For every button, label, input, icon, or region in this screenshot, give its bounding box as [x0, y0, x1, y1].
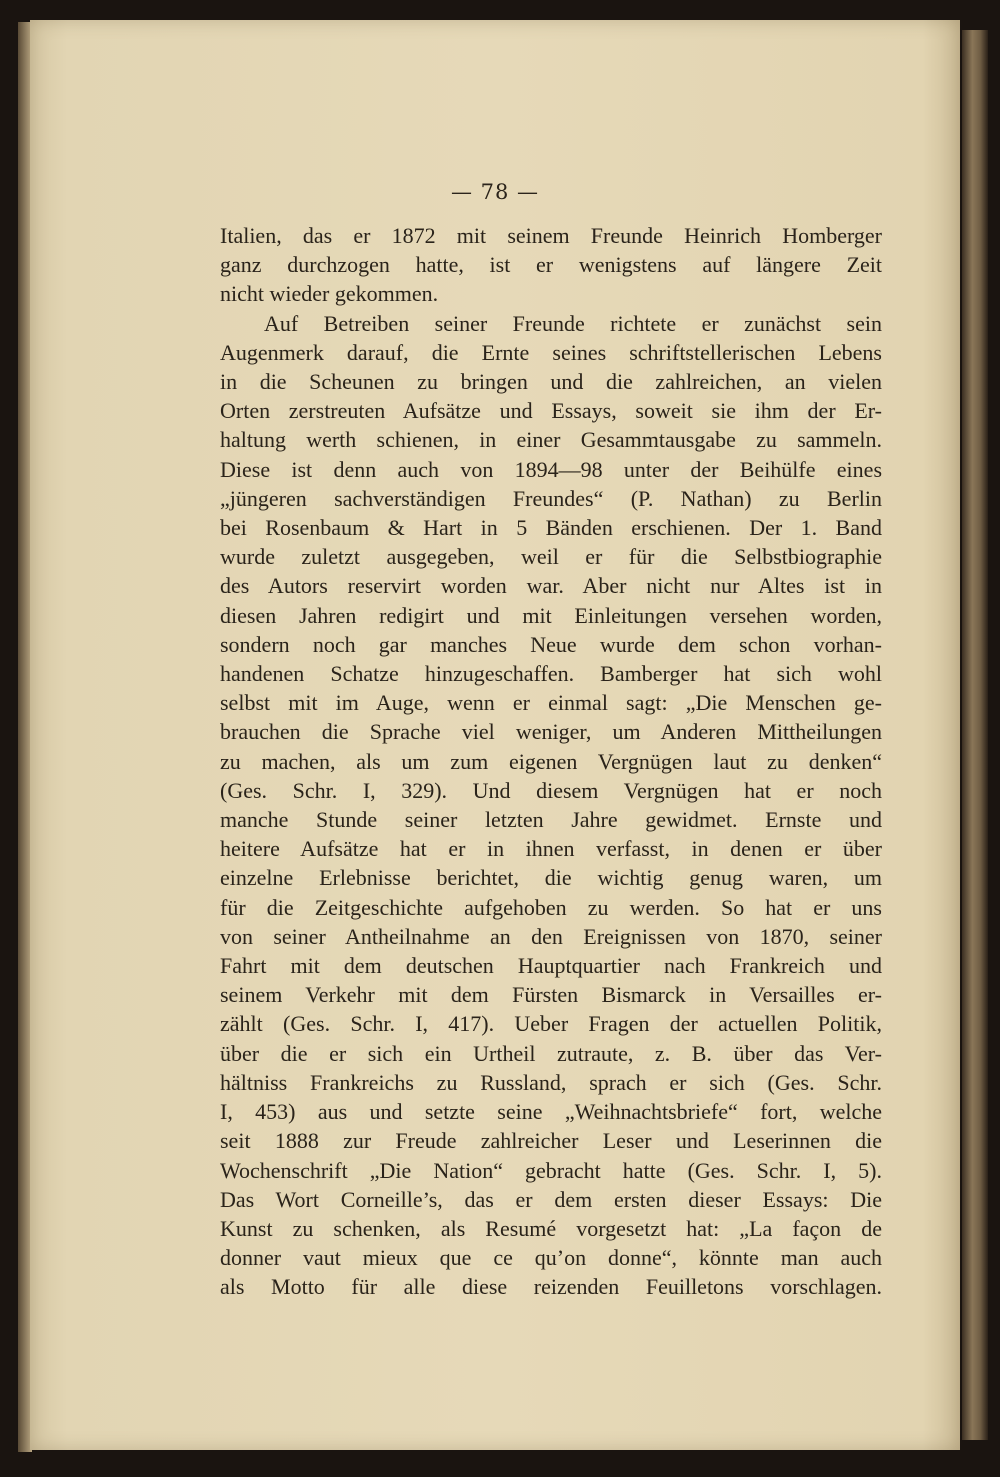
text-line: heitere Aufsätze hat er in ihnen verfasst, in denen er über	[220, 836, 882, 862]
text-line: Italien, das er 1872 mit seinem Freunde Heinrich Homberger	[220, 223, 882, 248]
text-line: Augenmerk darauf, die Ernte seines schriftstellerischen Lebens	[220, 339, 882, 365]
text-line: manche Stunde seiner letzten Jahre gewidmet. Ernste und	[220, 807, 882, 833]
text-line: bei Rosenbaum & Hart in 5 Bänden erschienen. Der 1. Band	[220, 515, 882, 541]
text-line: von seiner Antheilnahme an den Ereignissen von 1870, seiner	[220, 923, 882, 949]
next-page-edge	[962, 30, 988, 1440]
page-number: — 78 —	[450, 180, 540, 204]
text-line: wurde zuletzt ausgegeben, weil er für die Selbstbiographie	[220, 544, 882, 570]
book-page	[30, 20, 960, 1450]
text-line: „jüngeren sachverständigen Freundes“ (P. Nathan) zu Berlin	[220, 485, 882, 511]
text-line: I, 453) aus und setzte seine „Weihnachtsbriefe“ fort, welche	[220, 1099, 882, 1125]
text-line: in die Scheunen zu bringen und die zahlreichen, an vielen	[220, 369, 882, 395]
text-line: haltung werth schienen, in einer Gesammtausgabe zu sammeln.	[220, 427, 882, 453]
text-line: Das Wort Corneille’s, das er dem ersten dieser Essays: Die	[220, 1186, 882, 1212]
text-line: hältniss Frankreichs zu Russland, sprach er sich (Ges. Schr.	[220, 1069, 882, 1095]
text-line: einzelne Erlebnisse berichtet, die wichtig genug waren, um	[220, 865, 882, 891]
text-line: Fahrt mit dem deutschen Hauptquartier nach Frankreich und	[220, 953, 882, 979]
text-line: brauchen die Sprache viel weniger, um Anderen Mittheilungen	[220, 719, 882, 745]
text-line: Orten zerstreuten Aufsätze und Essays, soweit sie ihm der Er-	[220, 398, 882, 424]
text-line: Diese ist denn auch von 1894—98 unter der Beihülfe eines	[220, 456, 882, 482]
text-line: (Ges. Schr. I, 329). Und diesem Vergnügen hat er noch	[220, 777, 882, 803]
text-line: zählt (Ges. Schr. I, 417). Ueber Fragen der actuellen Politik,	[220, 1011, 882, 1037]
text-line: nicht wieder gekommen.	[220, 281, 439, 307]
text-line: über die er sich ein Urtheil zutraute, z. B. über das Ver-	[220, 1040, 882, 1066]
text-line: als Motto für alle diese reizenden Feuilletons vorschlagen.	[220, 1274, 882, 1300]
text-line: Kunst zu schenken, als Resumé vorgesetzt hat: „La façon de	[220, 1215, 882, 1241]
text-line: diesen Jahren redigirt und mit Einleitungen versehen worden,	[220, 602, 882, 628]
text-line: sondern noch gar manches Neue wurde dem schon vorhan-	[220, 631, 882, 657]
text-line: des Autors reservirt worden war. Aber nicht nur Altes ist in	[220, 573, 882, 599]
text-line: donner vaut mieux que ce qu’on donne“, könnte man auch	[220, 1245, 882, 1271]
text-line: handenen Schatze hinzugeschaffen. Bamberger hat sich wohl	[220, 661, 882, 687]
text-line: für die Zeitgeschichte aufgehoben zu werden. So hat er uns	[220, 894, 882, 920]
text-line: seinem Verkehr mit dem Fürsten Bismarck in Versailles er-	[220, 982, 882, 1008]
text-line: Wochenschrift „Die Nation“ gebracht hatte (Ges. Schr. I, 5).	[220, 1157, 882, 1183]
body-text	[220, 221, 882, 1302]
text-line: seit 1888 zur Freude zahlreicher Leser und Leserinnen die	[220, 1128, 882, 1154]
text-line: selbst mit im Auge, wenn er einmal sagt: „Die Menschen ge-	[220, 690, 882, 716]
text-line: Auf Betreiben seiner Freunde richtete er zunächst sein	[264, 310, 882, 336]
text-line: ganz durchzogen hatte, ist er wenigstens auf längere Zeit	[220, 252, 882, 278]
text-line: zu machen, als um zum eigenen Vergnügen laut zu denken“	[220, 748, 882, 774]
